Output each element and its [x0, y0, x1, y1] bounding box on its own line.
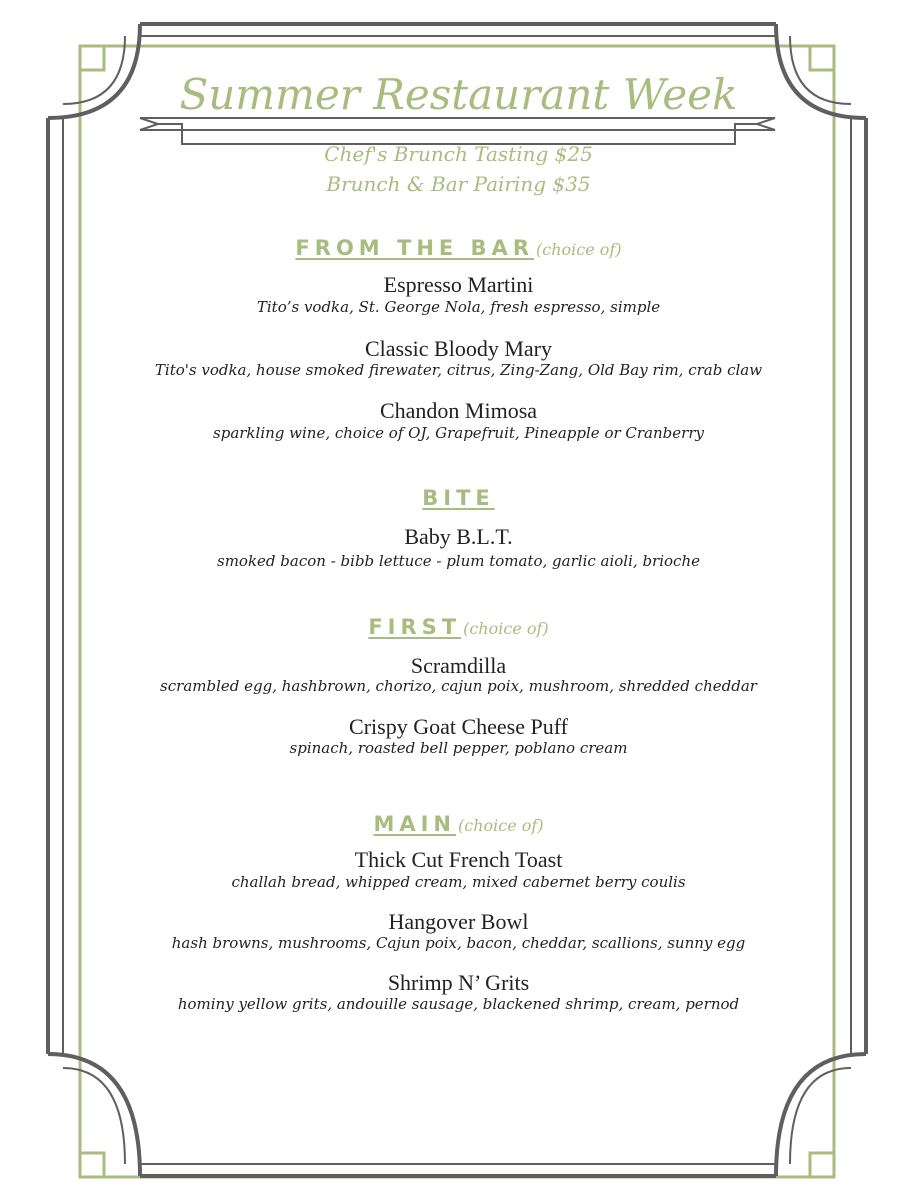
menu-item-desc: smoked bacon - bibb lettuce - plum tomato, garlic aioli, brioche	[217, 552, 700, 570]
section-heading-main	[0, 812, 917, 836]
section-heading-first	[0, 615, 917, 639]
menu-item-name: Crispy Goat Cheese Puff	[349, 714, 568, 739]
menu-item-desc: Tito’s vodka, St. George Nola, fresh espresso, simple	[256, 298, 661, 316]
menu-item-desc: spinach, roasted bell pepper, poblano cream	[289, 739, 628, 757]
menu-title: Summer Restaurant Week	[179, 70, 738, 119]
section-title: FIRST	[368, 615, 462, 639]
menu-item-name: Classic Bloody Mary	[365, 336, 552, 361]
menu-item-desc: scrambled egg, hashbrown, chorizo, cajun poix, mushroom, shredded cheddar	[160, 677, 757, 695]
menu-item-name: Thick Cut French Toast	[354, 847, 563, 872]
menu-item-desc: Tito's vodka, house smoked firewater, citrus, Zing-Zang, Old Bay rim, crab claw	[154, 361, 763, 379]
menu-item-name: Chandon Mimosa	[379, 398, 538, 423]
pricing-line-2: Brunch & Bar Pairing $35	[326, 172, 591, 196]
pricing-line-1: Chef's Brunch Tasting $25	[324, 142, 593, 166]
menu-item-name: Scramdilla	[410, 653, 507, 678]
menu-item-desc: hominy yellow grits, andouille sausage, blackened shrimp, cream, pernod	[177, 995, 740, 1013]
menu-item-desc: sparkling wine, choice of OJ, Grapefruit, Pineapple or Cranberry	[213, 424, 704, 442]
menu-item-name: Baby B.L.T.	[404, 524, 513, 549]
menu-item-name: Shrimp N’ Grits	[387, 970, 530, 995]
menu-item-name: Hangover Bowl	[388, 909, 529, 934]
section-title: MAIN	[373, 812, 456, 836]
section-note: (choice of)	[535, 240, 622, 259]
section-note: (choice of)	[463, 619, 549, 638]
section-note: (choice of)	[457, 816, 544, 835]
section-heading-bar	[0, 236, 917, 260]
section-title: BITE	[422, 486, 495, 510]
menu-item-desc: challah bread, whipped cream, mixed cabernet berry coulis	[231, 873, 686, 891]
menu-item-name: Espresso Martini	[383, 272, 534, 297]
section-title: FROM THE BAR	[295, 236, 534, 260]
section-heading-bite	[0, 486, 917, 510]
menu-item-desc: hash browns, mushrooms, Cajun poix, bacon, cheddar, scallions, sunny egg	[171, 934, 746, 952]
